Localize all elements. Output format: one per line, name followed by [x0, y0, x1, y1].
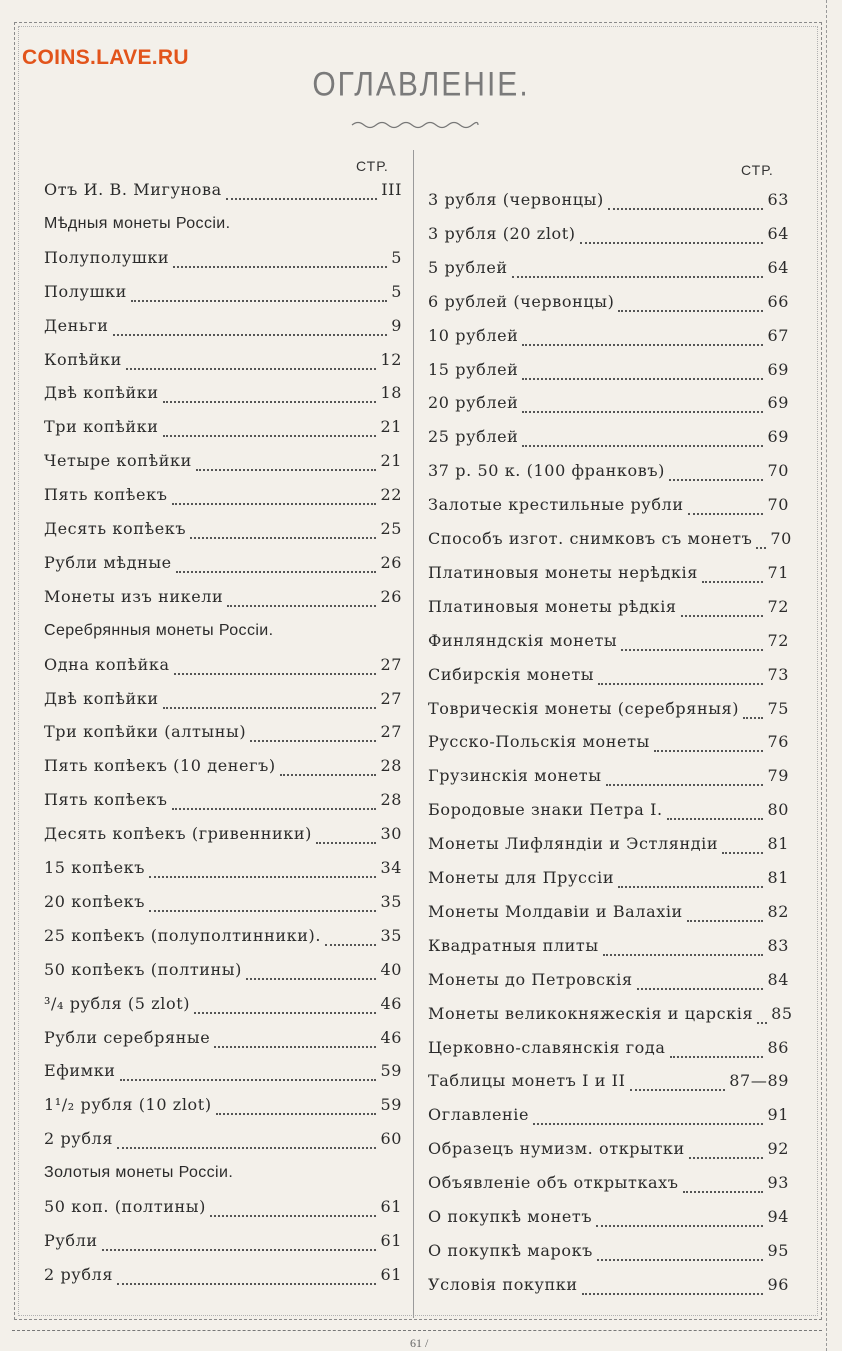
entry-page-number: 21: [380, 417, 402, 437]
entry-label: Десять копѣекъ: [44, 519, 187, 538]
left-toc-entry: [44, 960, 402, 980]
leader-dots: [194, 998, 376, 1014]
leader-dots: [280, 760, 377, 776]
right-toc-entry: [428, 393, 789, 413]
left-toc-entry: [44, 994, 402, 1014]
left-toc-entry: [44, 417, 402, 437]
leader-dots: [630, 1075, 726, 1091]
right-toc-entry: [428, 1275, 789, 1295]
entry-page-number: 67: [767, 325, 789, 345]
leader-dots: [608, 194, 764, 210]
entry-label: Платиновыя монеты рѣдкія: [428, 596, 677, 616]
leader-dots: [113, 320, 388, 336]
leader-dots: [669, 465, 763, 481]
leader-dots: [190, 523, 376, 539]
leader-dots: [176, 557, 377, 573]
entry-label: Способъ изгот. снимковъ съ монетъ: [428, 529, 753, 548]
entry-label: Полушки: [44, 281, 127, 301]
entry-page-number: 9: [391, 315, 402, 335]
entry-label: Три копѣйки (алтыны): [44, 722, 247, 742]
entry-label: Мѣдныя монеты Россіи.: [44, 214, 231, 232]
entry-page-number: 94: [767, 1207, 789, 1226]
leader-dots: [621, 635, 763, 651]
entry-page-number: 60: [380, 1129, 402, 1149]
entry-page-number: 73: [767, 664, 789, 684]
entry-label: 3 рубля (червонцы): [428, 190, 604, 209]
leader-dots: [689, 1143, 764, 1159]
leader-dots: [522, 364, 763, 380]
entry-page-number: 93: [767, 1173, 789, 1193]
leader-dots: [522, 397, 763, 413]
entry-label: 20 копѣекъ: [44, 891, 146, 911]
entry-label: Золотыя монеты Россіи.: [44, 1164, 234, 1182]
right-toc-entry: [428, 495, 789, 515]
entry-label: Четыре копѣйки: [44, 451, 192, 471]
entry-label: Грузинскія монеты: [428, 766, 602, 786]
entry-page-number: 69: [767, 393, 789, 413]
right-toc-entry: [428, 631, 789, 651]
entry-page-number: 61: [380, 1230, 402, 1250]
entry-label: 6 рублей (червонцы): [428, 291, 615, 311]
leader-dots: [598, 669, 763, 685]
entry-label: 2 рубля: [44, 1264, 114, 1284]
left-toc-entry: [44, 485, 402, 505]
entry-label: Пять копѣекъ (10 денегъ): [44, 756, 276, 776]
leader-dots: [126, 354, 377, 370]
right-toc-entry: [428, 427, 789, 447]
right-toc-entry: [428, 224, 789, 244]
right-toc-entry: [428, 1071, 789, 1091]
entry-label: Рубли серебряные: [44, 1027, 211, 1047]
entry-page-number: 81: [767, 834, 789, 854]
entry-page-number: 64: [767, 223, 789, 243]
entry-label: Пять копѣекъ: [44, 485, 168, 505]
entry-label: О покупкѣ монетъ: [428, 1207, 593, 1226]
right-toc-entry: [428, 868, 789, 888]
entry-page-number: 69: [767, 359, 789, 379]
entry-label: Монеты изъ никели: [44, 586, 224, 606]
entry-label: 3 рубля (20 zlot): [428, 223, 576, 243]
right-page-edge: [826, 0, 827, 1351]
entry-label: 20 рублей: [428, 393, 519, 413]
entry-page-number: 35: [380, 891, 402, 911]
entry-label: Сибирскія монеты: [428, 664, 595, 684]
entry-page-number: 61: [380, 1197, 402, 1216]
right-toc-entry: [428, 529, 792, 549]
leader-dots: [250, 726, 376, 742]
entry-page-number: 72: [767, 630, 789, 650]
entry-label: Рубли мѣдные: [44, 552, 172, 572]
leader-dots: [102, 1235, 377, 1251]
leader-dots: [149, 896, 376, 912]
entry-label: О покупкѣ марокъ: [428, 1240, 593, 1260]
left-toc-entry: [44, 451, 402, 471]
entry-page-number: 80: [767, 800, 789, 820]
left-toc-entry: [44, 722, 402, 742]
entry-page-number: 22: [380, 485, 402, 505]
entry-page-number: 79: [767, 766, 789, 786]
entry-label: 50 копѣекъ (полтины): [44, 959, 242, 979]
leader-dots: [214, 1032, 376, 1048]
entry-label: Полуполушки: [44, 247, 170, 267]
entry-label: Товрическія монеты (серебряныя): [428, 698, 740, 718]
leader-dots: [117, 1133, 376, 1149]
entry-page-number: 27: [380, 688, 402, 708]
left-toc-entry: [44, 790, 402, 810]
left-section-heading: [44, 214, 402, 234]
right-toc-entry: [428, 902, 789, 922]
left-toc-entry: [44, 350, 402, 370]
entry-label: 10 рублей: [428, 325, 519, 345]
left-toc-entry: [44, 756, 402, 776]
leader-dots: [174, 659, 377, 675]
leader-dots: [603, 940, 764, 956]
leader-dots: [757, 1008, 767, 1024]
left-toc-entry: [44, 519, 402, 539]
entry-page-number: 75: [767, 698, 789, 718]
right-toc-entry: [428, 326, 789, 346]
right-toc-entry: [428, 1207, 789, 1227]
right-toc-entry: [428, 665, 789, 685]
entry-page-number: 76: [767, 732, 789, 752]
leader-dots: [120, 1065, 377, 1081]
right-toc-entry: [428, 936, 789, 956]
column-divider: [413, 150, 414, 1318]
entry-label: Монеты великокняжескія и царскія: [428, 1003, 754, 1023]
entry-label: Церковно-славянскія года: [428, 1037, 666, 1057]
entry-label: Платиновыя монеты нерѣдкія: [428, 562, 698, 582]
right-toc-entry: [428, 732, 789, 752]
leader-dots: [226, 184, 377, 200]
entry-label: Двѣ копѣйки: [44, 688, 159, 708]
leader-dots: [654, 736, 764, 752]
entry-page-number: 87—89: [729, 1071, 789, 1091]
leader-dots: [582, 1279, 764, 1295]
entry-page-number: 27: [380, 654, 402, 674]
right-toc-entry: [428, 1038, 789, 1058]
left-toc-entry: [44, 1028, 402, 1048]
entry-page-number: 12: [380, 349, 402, 369]
leader-dots: [533, 1109, 763, 1125]
right-toc-entry: [428, 699, 789, 719]
entry-label: Квадратныя плиты: [428, 935, 599, 955]
entry-label: Монеты до Петровскія: [428, 969, 633, 989]
entry-page-number: 85: [771, 1003, 793, 1023]
right-toc-entry: [428, 834, 789, 854]
right-toc-entry: [428, 970, 789, 990]
leader-dots: [149, 862, 376, 878]
entry-page-number: 70: [767, 495, 789, 515]
entry-page-number: 46: [380, 993, 402, 1013]
left-toc-entry: [44, 1197, 402, 1217]
leader-dots: [210, 1201, 376, 1217]
entry-label: Серебрянныя монеты Россіи.: [44, 621, 274, 639]
leader-dots: [325, 930, 376, 946]
entry-label: 37 р. 50 к. (100 франковъ): [428, 461, 665, 481]
entry-label: Залотые крестильные рубли: [428, 495, 684, 515]
leader-dots: [637, 974, 764, 990]
leader-dots: [522, 431, 763, 447]
right-toc-entry: [428, 1139, 789, 1159]
entry-page-number: 66: [767, 291, 789, 311]
page-title: ОГЛАВЛЕНІЕ.: [312, 65, 530, 104]
left-toc-entry: [44, 316, 402, 336]
entry-page-number: 96: [767, 1274, 789, 1294]
entry-page-number: 72: [767, 596, 789, 616]
leader-dots: [172, 794, 377, 810]
bottom-rule: [12, 1330, 822, 1331]
leader-dots: [163, 693, 377, 709]
entry-page-number: 5: [391, 247, 402, 267]
entry-page-number: 18: [380, 383, 402, 403]
left-toc-entry: [44, 926, 402, 946]
entry-page-number: 46: [380, 1027, 402, 1047]
left-toc-entry: [44, 1265, 402, 1285]
entry-page-number: 26: [380, 552, 402, 572]
right-toc-entry: [428, 360, 789, 380]
leader-dots: [667, 804, 764, 820]
entry-label: 1¹/₂ рубля (10 zlot): [44, 1095, 212, 1115]
left-toc-entry: [44, 655, 402, 675]
right-toc-entry: [428, 800, 789, 820]
leader-dots: [683, 1177, 764, 1193]
entry-page-number: 35: [380, 925, 402, 945]
entry-label: 5 рублей: [428, 257, 508, 277]
entry-page-number: 21: [380, 451, 402, 471]
leader-dots: [131, 286, 387, 302]
leader-dots: [163, 387, 377, 403]
entry-label: ³/₄ рубля (5 zlot): [44, 993, 191, 1013]
leader-dots: [670, 1042, 764, 1058]
leader-dots: [316, 828, 376, 844]
entry-page-number: 82: [767, 901, 789, 921]
entry-label: Двѣ копѣйки: [44, 383, 159, 403]
entry-page-number: III: [381, 180, 402, 199]
entry-page-number: 27: [380, 722, 402, 742]
entry-label: Монеты для Пруссіи: [428, 868, 615, 887]
left-toc-entry: [44, 180, 402, 200]
entry-page-number: 69: [767, 427, 789, 447]
entry-page-number: 40: [380, 959, 402, 979]
entry-page-number: 86: [767, 1037, 789, 1057]
entry-page-number: 95: [767, 1240, 789, 1260]
entry-page-number: 59: [380, 1095, 402, 1115]
entry-label: Монеты Лифляндіи и Эстляндіи: [428, 834, 719, 854]
right-page-header: СТР.: [741, 162, 774, 178]
leader-dots: [756, 533, 766, 549]
left-toc-entry: [44, 824, 402, 844]
entry-label: Таблицы монетъ I и II: [428, 1071, 626, 1091]
entry-label: Финляндскія монеты: [428, 630, 618, 650]
left-section-heading: [44, 1163, 402, 1183]
left-toc-entry: [44, 248, 402, 268]
entry-label: Монеты Молдавіи и Валахіи: [428, 901, 683, 921]
leader-dots: [722, 838, 763, 854]
entry-label: 50 коп. (полтины): [44, 1197, 206, 1216]
left-section-heading: [44, 621, 402, 641]
leader-dots: [216, 1099, 377, 1115]
left-toc-entry: [44, 383, 402, 403]
leader-dots: [173, 252, 387, 268]
right-toc-entry: [428, 1105, 789, 1125]
entry-label: Отъ И. В. Мигунова: [44, 180, 222, 199]
entry-page-number: 84: [767, 969, 789, 989]
entry-page-number: 28: [380, 756, 402, 776]
leader-dots: [688, 499, 764, 515]
entry-page-number: 25: [380, 519, 402, 538]
left-toc-entry: [44, 553, 402, 573]
entry-label: 2 рубля: [44, 1129, 114, 1149]
entry-page-number: 28: [380, 790, 402, 810]
leader-dots: [687, 906, 764, 922]
right-toc-entry: [428, 258, 789, 278]
entry-page-number: 70: [767, 461, 789, 481]
leader-dots: [522, 330, 763, 346]
left-toc-entry: [44, 1095, 402, 1115]
entry-label: Объявленіе объ открыткахъ: [428, 1173, 679, 1193]
left-toc-entry: [44, 858, 402, 878]
entry-label: 25 копѣекъ (полуполтинники).: [44, 925, 322, 945]
leader-dots: [681, 601, 764, 617]
left-page-header: СТР.: [356, 158, 389, 174]
entry-label: Рубли: [44, 1230, 98, 1250]
left-toc-entry: [44, 689, 402, 709]
leader-dots: [606, 770, 764, 786]
leader-dots: [163, 421, 377, 437]
entry-label: Деньги: [44, 315, 109, 335]
entry-page-number: 70: [770, 529, 792, 548]
entry-label: Ефимки: [44, 1061, 116, 1081]
right-toc-entry: [428, 766, 789, 786]
right-toc-entry: [428, 597, 789, 617]
entry-label: Копѣйки: [44, 349, 122, 369]
entry-page-number: 26: [380, 586, 402, 606]
entry-page-number: 34: [380, 858, 402, 877]
entry-label: Русско-Польскія монеты: [428, 732, 650, 752]
entry-page-number: 61: [380, 1264, 402, 1284]
entry-page-number: 64: [767, 257, 789, 277]
leader-dots: [618, 296, 763, 312]
entry-page-number: 91: [767, 1105, 789, 1125]
bottom-fragment: 61 /: [410, 1336, 429, 1350]
right-toc-entry: [428, 461, 789, 481]
entry-label: Бородовые знаки Петра I.: [428, 800, 663, 820]
right-toc-entry: [428, 1173, 789, 1193]
entry-page-number: 63: [767, 190, 789, 209]
entry-label: 25 рублей: [428, 427, 519, 447]
leader-dots: [580, 228, 764, 244]
left-toc-entry: [44, 587, 402, 607]
leader-dots: [743, 703, 763, 719]
entry-label: Десять копѣекъ (гривенники): [44, 824, 312, 844]
entry-label: Образецъ нумизм. открытки: [428, 1139, 685, 1159]
entry-page-number: 83: [767, 935, 789, 955]
left-toc-entry: [44, 1061, 402, 1081]
watermark: COINS.LAVE.RU: [22, 46, 189, 69]
entry-label: Одна копѣйка: [44, 654, 170, 674]
left-toc-entry: [44, 282, 402, 302]
leader-dots: [117, 1269, 376, 1285]
leader-dots: [512, 262, 764, 278]
leader-dots: [172, 489, 377, 505]
leader-dots: [618, 872, 763, 888]
leader-dots: [196, 455, 377, 471]
entry-page-number: 5: [391, 281, 402, 301]
entry-label: Условія покупки: [428, 1274, 578, 1294]
right-toc-entry: [428, 190, 789, 210]
entry-page-number: 71: [767, 562, 789, 582]
entry-page-number: 59: [380, 1061, 402, 1081]
entry-page-number: 92: [767, 1139, 789, 1159]
entry-label: 15 копѣекъ: [44, 858, 146, 877]
entry-page-number: 81: [767, 868, 789, 887]
leader-dots: [227, 591, 376, 607]
leader-dots: [702, 567, 763, 583]
right-toc-entry: [428, 1003, 793, 1024]
entry-label: Три копѣйки: [44, 417, 159, 437]
leader-dots: [246, 964, 376, 980]
right-toc-entry: [428, 1241, 789, 1261]
entry-label: Оглавленіе: [428, 1105, 530, 1125]
title-ornament: [350, 118, 480, 132]
entry-label: 15 рублей: [428, 359, 519, 379]
leader-dots: [596, 1211, 763, 1227]
right-toc-entry: [428, 563, 789, 583]
left-toc-entry: [44, 892, 402, 912]
leader-dots: [597, 1245, 763, 1261]
left-toc-entry: [44, 1231, 402, 1251]
right-toc-entry: [428, 292, 789, 312]
entry-label: Пять копѣекъ: [44, 790, 168, 810]
entry-page-number: 30: [380, 824, 402, 844]
left-toc-entry: [44, 1129, 402, 1149]
